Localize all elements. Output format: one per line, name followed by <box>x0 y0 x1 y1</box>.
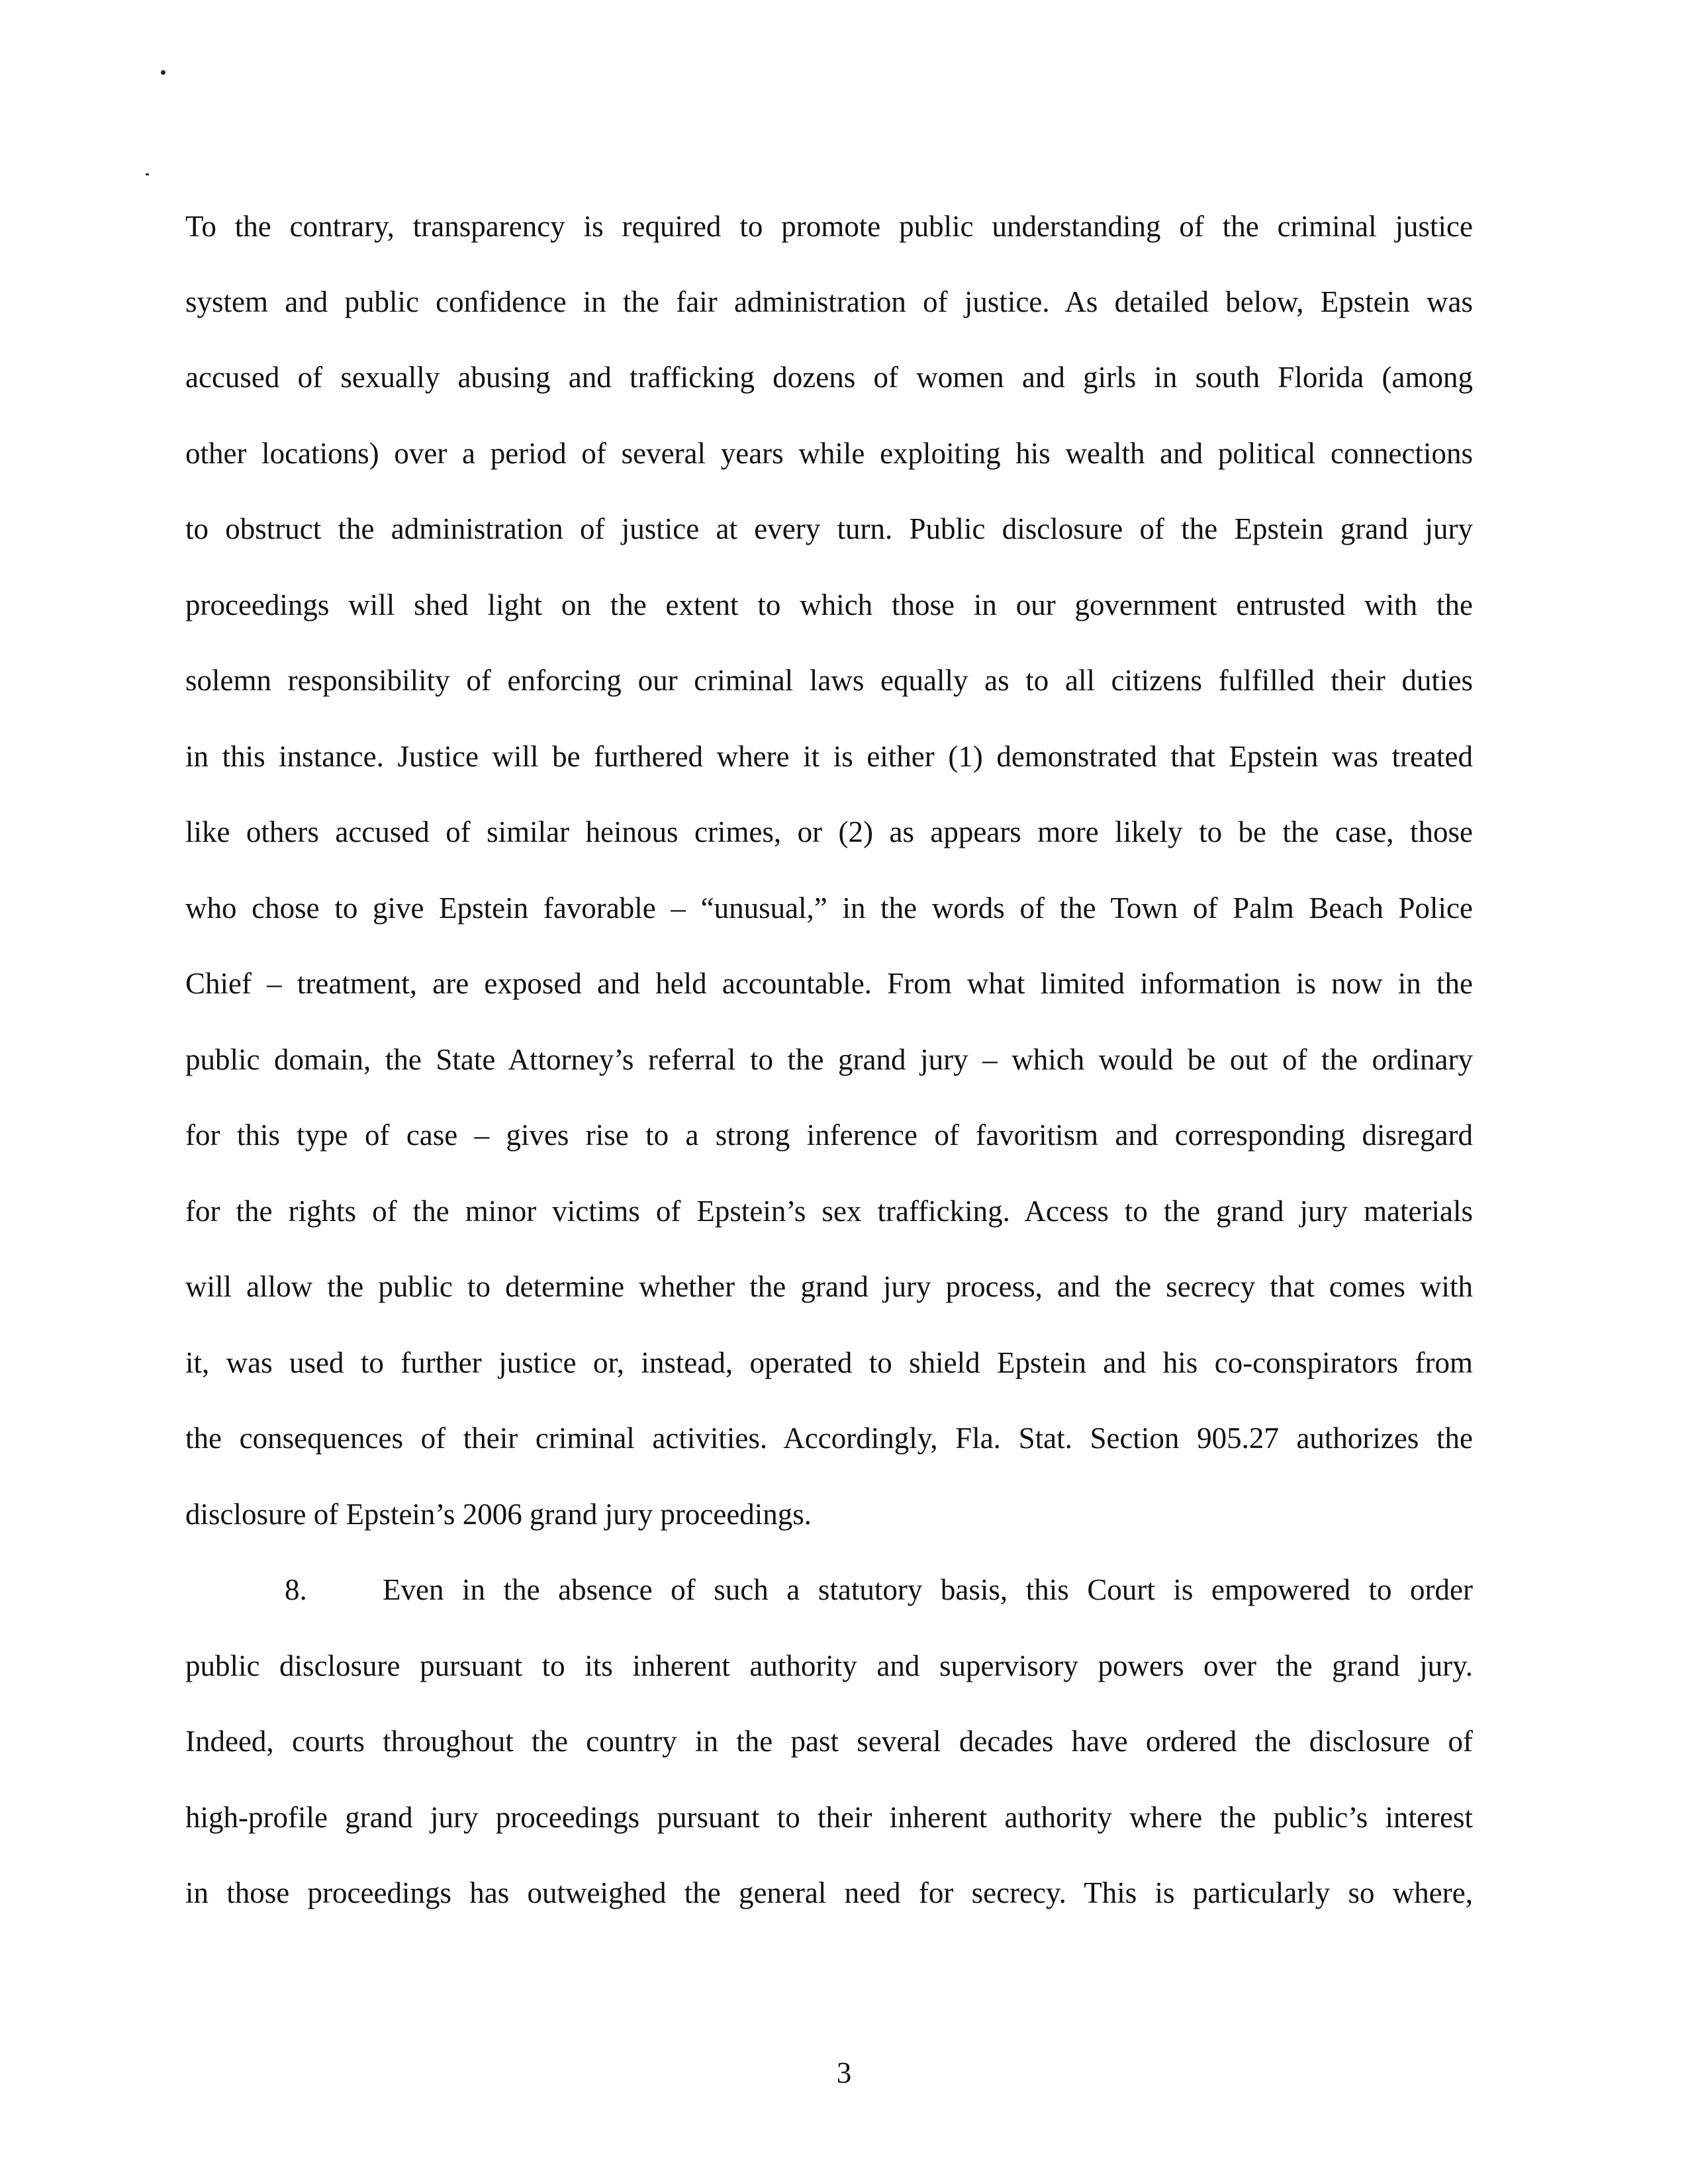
body-line: in those proceedings has outweighed the general need for secrecy. This is particularly so where, <box>185 1876 1473 1909</box>
body-line: high-profile grand jury proceedings pursuant to their inherent authority where the public’s interest <box>185 1801 1473 1834</box>
body-line: Even in the absence of such a statutory basis, this Court is empowered to order <box>383 1573 1473 1606</box>
body-line: who chose to give Epstein favorable – “unusual,” in the words of the Town of Palm Beach Police <box>185 891 1473 925</box>
body-line: in this instance. Justice will be furthered where it is either (1) demonstrated that Epstein was treated <box>185 740 1473 773</box>
body-line: for the rights of the minor victims of Epstein’s sex trafficking. Access to the grand jury materials <box>185 1195 1473 1228</box>
body-line: accused of sexually abusing and trafficking dozens of women and girls in south Florida (among <box>185 361 1473 394</box>
scan-artifact-tick <box>146 173 149 175</box>
body-line: proceedings will shed light on the extent to which those in our government entrusted with the <box>185 588 1473 621</box>
paragraph-number: 8. <box>285 1573 307 1606</box>
body-line: solemn responsibility of enforcing our criminal laws equally as to all citizens fulfilled their duties <box>185 664 1473 697</box>
body-line: it, was used to further justice or, instead, operated to shield Epstein and his co-conspirators from <box>185 1346 1473 1379</box>
scan-artifact-dot <box>161 70 165 75</box>
body-line: system and public confidence in the fair administration of justice. As detailed below, Epstein was <box>185 285 1473 318</box>
body-line: like others accused of similar heinous crimes, or (2) as appears more likely to be the case, those <box>185 815 1473 848</box>
body-line: Indeed, courts throughout the country in the past several decades have ordered the disclosure of <box>185 1725 1473 1758</box>
body-line: public domain, the State Attorney’s referral to the grand jury – which would be out of the ordinary <box>185 1043 1473 1076</box>
body-line: the consequences of their criminal activities. Accordingly, Fla. Stat. Section 905.27 authorizes the <box>185 1422 1473 1455</box>
body-line: to obstruct the administration of justice at every turn. Public disclosure of the Epstein grand jury <box>185 512 1473 545</box>
page-number: 3 <box>836 2056 852 2089</box>
body-line: To the contrary, transparency is required to promote public understanding of the criminal justice <box>185 210 1473 243</box>
body-line: disclosure of Epstein’s 2006 grand jury proceedings. <box>185 1498 812 1531</box>
body-line: will allow the public to determine whether the grand jury process, and the secrecy that comes with <box>185 1270 1473 1303</box>
body-line: public disclosure pursuant to its inherent authority and supervisory powers over the grand jury. <box>185 1649 1473 1682</box>
body-line: Chief – treatment, are exposed and held accountable. From what limited information is now in the <box>185 967 1473 1000</box>
body-line: for this type of case – gives rise to a strong inference of favoritism and corresponding disregard <box>185 1118 1473 1152</box>
body-line: other locations) over a period of several years while exploiting his wealth and political connections <box>185 437 1473 470</box>
